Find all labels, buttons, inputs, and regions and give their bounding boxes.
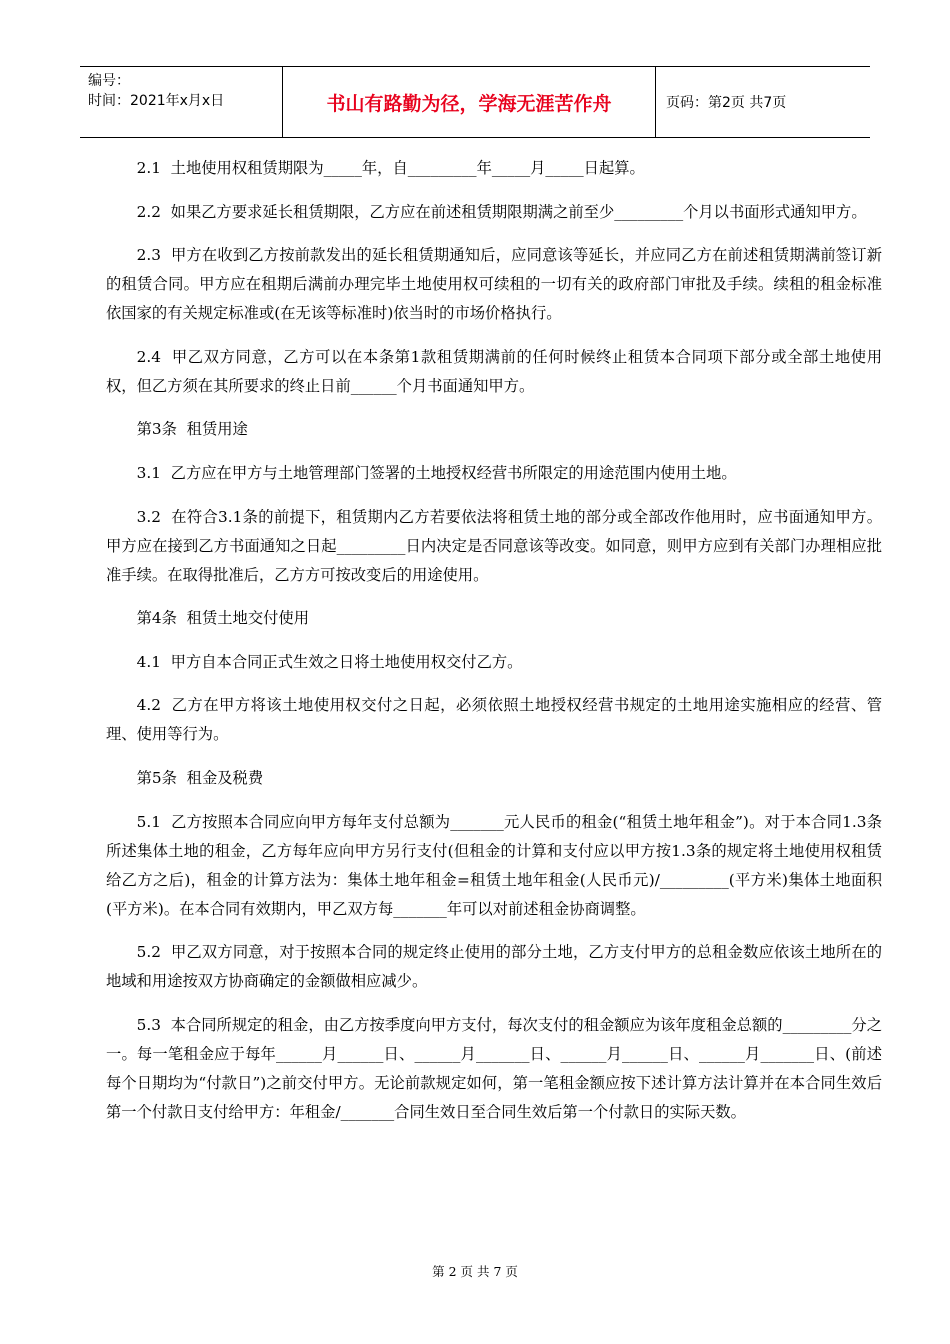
clause-4-2: 4.2 乙方在甲方将该土地使用权交付之日起，必须依照土地授权经营书规定的土地用途实施相应的经营、管理、使用等行为。 <box>106 696 882 744</box>
clause-4-1: 4.1 甲方自本合同正式生效之日将土地使用权交付乙方。 <box>136 652 523 671</box>
clause-3-2: 3.2 在符合3.1条的前提下，租赁期内乙方若要依法将租赁土地的部分或全部改作他用时，应书面通知甲方。甲方应在接到乙方书面通知之日起_________日内决定是否同意该等改变。如同意，则甲方应到有关部门办理相应批准手续。在取得批准后，乙方方可按改变后的用途使用。 <box>106 507 882 584</box>
section-heading-5: 第5条 租金及税费 <box>136 768 264 787</box>
clause-3-1: 3.1 乙方应在甲方与土地管理部门签署的土地授权经营书所限定的用途范围内使用土地。 <box>136 463 737 482</box>
header-motto: 书山有路勤为径，学海无涯苦作舟 <box>282 67 656 137</box>
clause-2-2: 2.2 如果乙方要求延长租赁期限，乙方应在前述租赁期限期满之前至少_________个月以书面形式通知甲方。 <box>136 202 867 221</box>
header-time-label: 时间：2021年x月x日 <box>88 93 225 109</box>
clause-5-2: 5.2 甲乙双方同意，对于按照本合同的规定终止使用的部分土地，乙方支付甲方的总租金数应依该土地所在的地域和用途按双方协商确定的金额做相应减少。 <box>106 943 882 991</box>
page-footer: 第 2 页 共 7 页 <box>432 1264 518 1279</box>
header-page-label: 页码：第2页 共7页 <box>666 95 787 111</box>
section-heading-3: 第3条 租赁用途 <box>136 420 248 439</box>
document-body <box>106 154 882 1141</box>
page-header <box>80 66 870 138</box>
clause-5-1: 5.1 乙方按照本合同应向甲方每年支付总额为_______元人民币的租金(“租赁土地年租金”)。对于本合同1.3条所述集体土地的租金，乙方每年应向甲方另行支付(但租金的计算和支付应以甲方按1.3条的规定将土地使用权租赁给乙方之后)，租金的计算方法为：集体土地年租金=租赁土地年租金(人民币元)/_________(平方米)集体土地面积(平方米)。在本合同有效期内，甲乙双方每_______年可以对前述租金协商调整。 <box>106 812 882 918</box>
clause-2-3: 2.3 甲方在收到乙方按前款发出的延长租赁期通知后，应同意该等延长，并应同乙方在前述租赁期满前签订新的租赁合同。甲方应在租期后满前办理完毕土地使用权可续租的一切有关的政府部门审批及手续。续租的租金标准依国家的有关规定标准或(在无该等标准时)依当时的市场价格执行。 <box>106 246 882 323</box>
section-heading-4: 第4条 租赁土地交付使用 <box>136 609 310 628</box>
header-info <box>80 67 282 137</box>
header-number-label: 编号： <box>88 73 130 89</box>
clause-2-1: 2.1 土地使用权租赁期限为_____年，自_________年_____月_____日起算。 <box>136 159 645 177</box>
clause-2-4: 2.4 甲乙双方同意，乙方可以在本条第1款租赁期满前的任何时候终止租赁本合同项下部分或全部土地使用权，但乙方须在其所要求的终止日前______个月书面通知甲方。 <box>106 347 882 395</box>
clause-5-3: 5.3 本合同所规定的租金，由乙方按季度向甲方支付，每次支付的租金额应为该年度租金总额的_________分之一。每一笔租金应于每年______月______日、______月_______日、______月______日、______月_______日、(前述每个日期均为“付款日”)之前交付甲方。无论前款规定如何，第一笔租金额应按下述计算方法计算并在本合同生效后第一个付款日支付给甲方：年租金/_______合同生效日至合同生效后第一个付款日的实际天数。 <box>106 1015 882 1121</box>
